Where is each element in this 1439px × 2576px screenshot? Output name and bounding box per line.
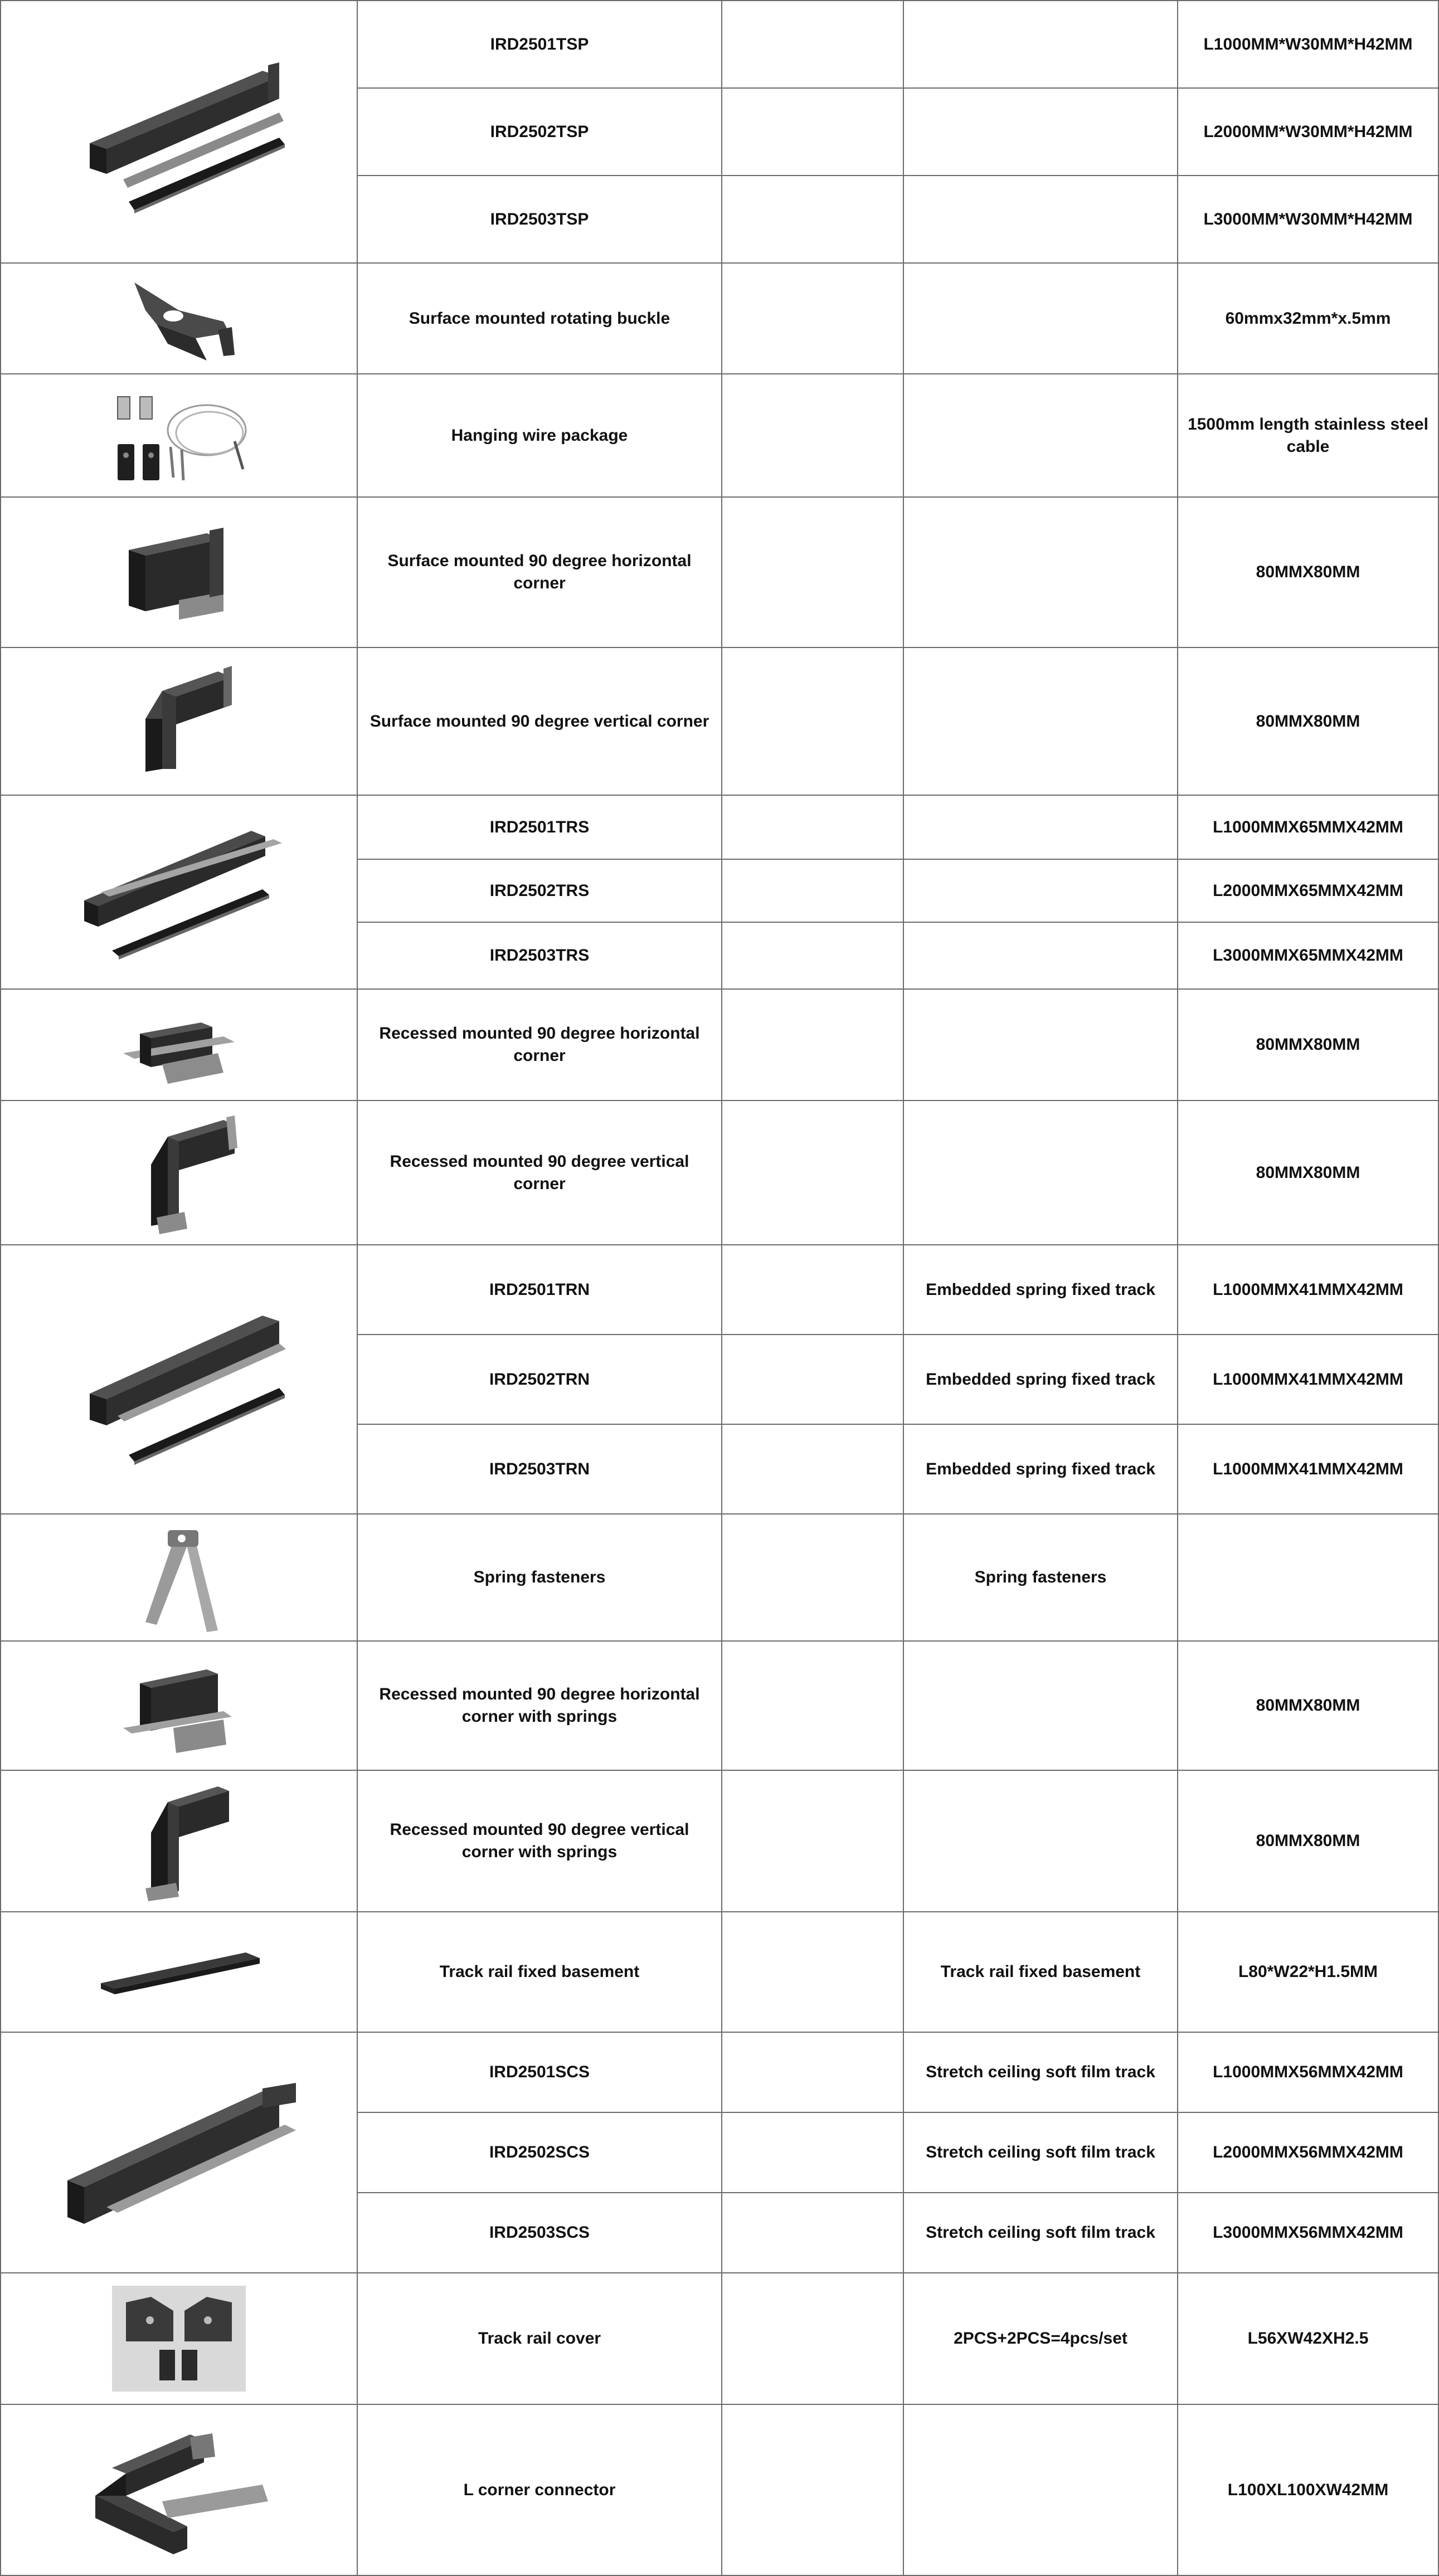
product-spec: L3000MMX56MMX42MM (1178, 2193, 1438, 2273)
product-spec: L2000MMX56MMX42MM (1178, 2112, 1438, 2193)
table-row (1, 1770, 1438, 1912)
blank-cell (722, 1, 903, 88)
product-note: Embedded spring fixed track (903, 1424, 1178, 1514)
product-note (903, 1, 1178, 88)
product-spec (1178, 1514, 1438, 1641)
product-spec: 60mmx32mm*x.5mm (1178, 263, 1438, 374)
product-spec: 1500mm length stainless steel cable (1178, 374, 1438, 497)
product-spec: 80MMX80MM (1178, 1641, 1438, 1770)
product-name: IRD2503SCS (357, 2193, 722, 2273)
blank-cell (722, 176, 903, 263)
product-name: IRD2501TRS (357, 795, 722, 859)
table-row (1, 989, 1438, 1100)
product-note: Stretch ceiling soft film track (903, 2112, 1178, 2193)
product-note (903, 374, 1178, 497)
blank-cell (722, 497, 903, 647)
table-row (1, 1514, 1438, 1641)
product-note (903, 263, 1178, 374)
product-image-cell (1, 1100, 357, 1245)
product-note: Stretch ceiling soft film track (903, 2032, 1178, 2112)
product-note (903, 795, 1178, 859)
blank-cell (722, 263, 903, 374)
blank-cell (722, 647, 903, 795)
product-image-cell (1, 2032, 357, 2273)
product-image-cell (1, 263, 357, 374)
product-note (903, 1641, 1178, 1770)
product-name: IRD2501TRN (357, 1245, 722, 1335)
product-note: Track rail fixed basement (903, 1912, 1178, 2032)
product-spec: L1000MMX41MMX42MM (1178, 1335, 1438, 1424)
product-image-cell (1, 1, 357, 263)
product-note (903, 859, 1178, 922)
blank-cell (722, 1100, 903, 1245)
blank-cell (722, 2273, 903, 2404)
product-image-cell (1, 1245, 357, 1514)
product-note: Embedded spring fixed track (903, 1245, 1178, 1335)
blank-cell (722, 2112, 903, 2193)
product-note (903, 1770, 1178, 1912)
product-note (903, 647, 1178, 795)
product-note (903, 176, 1178, 263)
product-image-cell (1, 497, 357, 647)
recessed-vertical-corner-image (112, 1109, 246, 1237)
blank-cell (722, 1514, 903, 1641)
product-name: Recessed mounted 90 degree horizontal corner with springs (357, 1641, 722, 1770)
product-spec: L1000MM*W30MM*H42MM (1178, 1, 1438, 88)
product-name: Track rail fixed basement (357, 1912, 722, 2032)
recessed-vertical-corner-springs-image (112, 1780, 246, 1902)
table-row (1, 497, 1438, 647)
table-row (1, 2032, 1438, 2112)
product-name: Surface mounted 90 degree vertical corner (357, 647, 722, 795)
product-image-cell (1, 2404, 357, 2575)
product-name: IRD2502TRS (357, 859, 722, 922)
product-note (903, 497, 1178, 647)
product-spec: L1000MMX41MMX42MM (1178, 1245, 1438, 1335)
track-rail-basement-image (90, 1933, 268, 2011)
recessed-horizontal-corner-image (112, 1000, 246, 1089)
blank-cell (722, 1245, 903, 1335)
blank-cell (722, 1335, 903, 1424)
product-name: IRD2502TRN (357, 1335, 722, 1424)
product-name: Recessed mounted 90 degree vertical corner (357, 1100, 722, 1245)
blank-cell (722, 374, 903, 497)
product-name: Recessed mounted 90 degree horizontal corner (357, 989, 722, 1100)
blank-cell (722, 2032, 903, 2112)
product-note (903, 922, 1178, 989)
product-note (903, 88, 1178, 176)
product-name: IRD2503TRN (357, 1424, 722, 1514)
blank-cell (722, 795, 903, 859)
blank-cell (722, 922, 903, 989)
l-corner-connector-image (79, 2418, 279, 2563)
blank-cell (722, 1912, 903, 2032)
blank-cell (722, 88, 903, 176)
surface-track-image (56, 37, 302, 227)
blank-cell (722, 1424, 903, 1514)
product-name: L corner connector (357, 2404, 722, 2575)
product-spec: L56XW42XH2.5 (1178, 2273, 1438, 2404)
product-image-cell (1, 1770, 357, 1912)
product-name: Recessed mounted 90 degree vertical corner with springs (357, 1770, 722, 1912)
product-spec: 80MMX80MM (1178, 1770, 1438, 1912)
product-note (903, 989, 1178, 1100)
product-image-cell (1, 989, 357, 1100)
table-row (1, 1245, 1438, 1335)
product-name: IRD2501SCS (357, 2032, 722, 2112)
blank-cell (722, 2193, 903, 2273)
product-spec: L1000MMX41MMX42MM (1178, 1424, 1438, 1514)
product-image-cell (1, 1641, 357, 1770)
product-note: 2PCS+2PCS=4pcs/set (903, 2273, 1178, 2404)
table-row (1, 1100, 1438, 1245)
table-row (1, 1, 1438, 88)
product-spec: L3000MM*W30MM*H42MM (1178, 176, 1438, 263)
product-spec: L2000MM*W30MM*H42MM (1178, 88, 1438, 176)
product-image-cell (1, 795, 357, 989)
hanging-wire-package-image (95, 380, 262, 491)
product-image-cell (1, 647, 357, 795)
table-row (1, 647, 1438, 795)
product-image-cell (1, 1912, 357, 2032)
blank-cell (722, 2404, 903, 2575)
product-spec: L2000MMX65MMX42MM (1178, 859, 1438, 922)
product-note: Spring fasteners (903, 1514, 1178, 1641)
rotating-buckle-image (112, 271, 246, 366)
product-note (903, 2404, 1178, 2575)
product-spec: 80MMX80MM (1178, 647, 1438, 795)
blank-cell (722, 859, 903, 922)
product-spec: 80MMX80MM (1178, 497, 1438, 647)
track-rail-cover-image (112, 2286, 246, 2392)
blank-cell (722, 1641, 903, 1770)
surface-vertical-corner-image (112, 658, 246, 786)
product-image-cell (1, 374, 357, 497)
product-name: IRD2503TSP (357, 176, 722, 263)
product-spec: L80*W22*H1.5MM (1178, 1912, 1438, 2032)
table-row (1, 795, 1438, 859)
product-note: Embedded spring fixed track (903, 1335, 1178, 1424)
product-name: IRD2503TRS (357, 922, 722, 989)
table-row (1, 374, 1438, 497)
blank-cell (722, 989, 903, 1100)
product-name: Track rail cover (357, 2273, 722, 2404)
product-spec: L100XL100XW42MM (1178, 2404, 1438, 2575)
product-spec: L1000MMX65MMX42MM (1178, 795, 1438, 859)
product-name: Spring fasteners (357, 1514, 722, 1641)
product-note (903, 1100, 1178, 1245)
surface-horizontal-corner-image (112, 511, 246, 634)
product-image-cell (1, 1514, 357, 1641)
product-spec: 80MMX80MM (1178, 989, 1438, 1100)
stretch-ceiling-track-image (51, 2058, 307, 2247)
spring-fixed-track-image (56, 1279, 302, 1480)
product-name: Hanging wire package (357, 374, 722, 497)
product-name: IRD2502TSP (357, 88, 722, 176)
product-image-cell (1, 2273, 357, 2404)
recessed-horizontal-corner-springs-image (112, 1655, 246, 1756)
product-spec: 80MMX80MM (1178, 1100, 1438, 1245)
table-row (1, 1641, 1438, 1770)
recessed-track-image (62, 809, 296, 976)
product-name: IRD2501TSP (357, 1, 722, 88)
table-row (1, 2404, 1438, 2575)
product-spec: L3000MMX65MMX42MM (1178, 922, 1438, 989)
table-row (1, 2273, 1438, 2404)
blank-cell (722, 1770, 903, 1912)
table-row (1, 1912, 1438, 2032)
product-name: IRD2502SCS (357, 2112, 722, 2193)
spring-fasteners-image (123, 1522, 235, 1633)
product-name: Surface mounted rotating buckle (357, 263, 722, 374)
product-spec: L1000MMX56MMX42MM (1178, 2032, 1438, 2112)
product-note: Stretch ceiling soft film track (903, 2193, 1178, 2273)
table-row (1, 263, 1438, 374)
product-name: Surface mounted 90 degree horizontal corner (357, 497, 722, 647)
